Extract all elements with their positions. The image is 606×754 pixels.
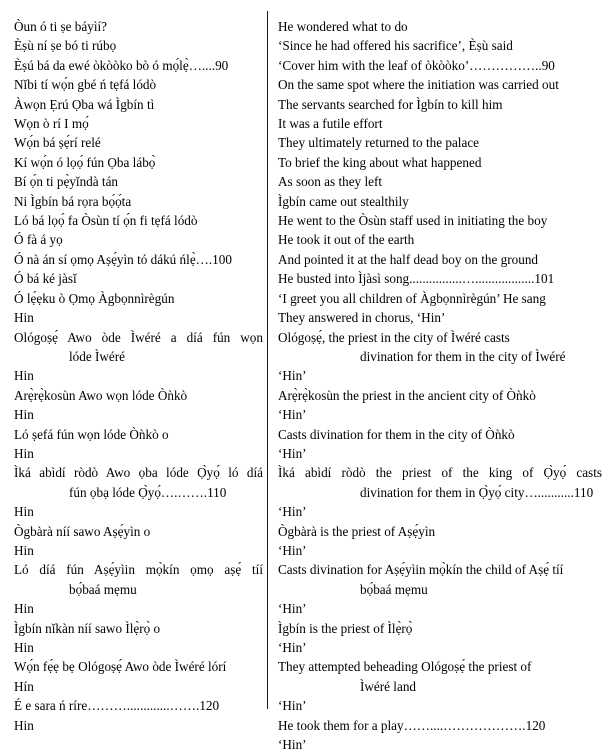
english-line <box>278 696 602 715</box>
yoruba-line <box>14 619 263 638</box>
yoruba-line-text: Hin <box>14 601 34 617</box>
yoruba-line-text: Ló bá lọọ́ fa Òsùn tí ọ́n fi tẹfá lódò <box>14 213 198 229</box>
english-line-text: And pointed it at the half dead boy on the ground <box>278 251 539 267</box>
yoruba-line <box>14 230 263 249</box>
english-line-text: ‘Hin’ <box>278 601 307 617</box>
yoruba-line <box>14 541 263 560</box>
english-line <box>278 638 602 657</box>
yoruba-line-text: Ni Ìgbín bá rọra bọ́ọ́ta <box>14 193 132 209</box>
yoruba-line <box>14 211 263 230</box>
yoruba-line <box>14 56 263 75</box>
yoruba-line <box>14 328 263 367</box>
english-line <box>278 308 602 327</box>
english-line <box>278 560 602 599</box>
english-line <box>278 386 602 405</box>
yoruba-line <box>14 463 263 502</box>
english-line-text: ‘Hin’ <box>278 407 307 423</box>
english-line <box>278 619 602 638</box>
english-line <box>278 657 602 696</box>
english-line-text: Arẹ̀rẹ̀kosùn the priest in the ancient city of Òǹkò <box>278 387 536 403</box>
yoruba-line-text: Ló díá fún Aṣẹ́yìin mọ̀kín ọmọ aṣẹ́ tíí <box>14 562 263 578</box>
english-line-text: Ìgbín is the priest of Ìlẹ̀rọ̀ <box>278 620 413 636</box>
yoruba-line <box>14 425 263 444</box>
english-line <box>278 211 602 230</box>
english-line-text: On the same spot where the initiation was carried out <box>278 77 559 93</box>
english-line <box>278 328 602 367</box>
yoruba-line-text: Hin <box>14 445 34 461</box>
english-line-text: ‘Since he had offered his sacrifice’, Èṣù said <box>278 38 513 54</box>
column-divider-rule <box>267 11 268 709</box>
yoruba-line-text: Hin <box>14 542 34 558</box>
yoruba-line-text: Bí ọ́n ti pẹ̀yǐndà tán <box>14 174 119 190</box>
yoruba-line-text: Ìgbín nǐkàn níí sawo Ìlẹ̀rọ̀ o <box>14 620 161 636</box>
yoruba-line-text: É e sara ń ríre……….............…….120 <box>14 698 220 714</box>
english-line <box>278 599 602 618</box>
english-line-text: He took it out of the earth <box>278 232 415 248</box>
english-line <box>278 541 602 560</box>
english-line-text: As soon as they left <box>278 174 383 190</box>
yoruba-line <box>14 696 263 715</box>
english-line-text: To brief the king about what happened <box>278 154 482 170</box>
english-line <box>278 153 602 172</box>
yoruba-line <box>14 522 263 541</box>
yoruba-line-text: Àwọn Ẹrú Ọba wá Ìgbín tì <box>14 96 155 112</box>
english-line <box>278 522 602 541</box>
english-line-text: Ògbàrà is the priest of Aṣẹ́yìn <box>278 523 436 539</box>
english-line-text: ‘Hin’ <box>278 368 307 384</box>
yoruba-line <box>14 444 263 463</box>
english-line <box>278 425 602 444</box>
english-line-continuation: bọ́baá mẹmu <box>360 581 428 597</box>
yoruba-line-text: Ó fà á yọ <box>14 232 63 248</box>
yoruba-line-continuation: fún ọbạ lóde Ọ̀yọ́….…….110 <box>69 484 227 500</box>
yoruba-line <box>14 308 263 327</box>
yoruba-line <box>14 638 263 657</box>
english-line-text: He busted into Ìjàsì song................…..................101 <box>278 271 555 287</box>
yoruba-line <box>14 36 263 55</box>
parallel-text-columns <box>0 17 606 754</box>
english-line-continuation: Ìwéré land <box>360 678 417 694</box>
yoruba-line <box>14 114 263 133</box>
english-line-text: ‘I greet you all children of Àgbọnnìrègún’ He sang <box>278 290 546 306</box>
yoruba-verse-column <box>0 17 267 735</box>
english-line-text: He took them for a play……....……………….120 <box>278 717 546 733</box>
english-line <box>278 502 602 521</box>
english-line-text: ‘Hin’ <box>278 737 307 753</box>
yoruba-line <box>14 502 263 521</box>
yoruba-line-text: Hin <box>14 407 34 423</box>
yoruba-line <box>14 677 263 696</box>
yoruba-line <box>14 153 263 172</box>
english-line <box>278 172 602 191</box>
english-line-text: Casts divination for them in the city of Òǹkò <box>278 426 515 442</box>
yoruba-line-text: Ó lẹ́ẹku ò Ọmọ Àgbọnnìrègún <box>14 290 175 306</box>
english-line <box>278 289 602 308</box>
english-line <box>278 250 602 269</box>
english-line <box>278 192 602 211</box>
english-line-text: The servants searched for Ìgbín to kill him <box>278 96 503 112</box>
yoruba-line <box>14 386 263 405</box>
yoruba-line-continuation: lóde Ìwéré <box>69 348 126 364</box>
yoruba-line <box>14 716 263 735</box>
yoruba-line-text: Hin <box>14 717 34 733</box>
english-line-text: Ìká abìdí ròdò the priest of the king of Ọ̀yọ́ casts <box>278 465 602 481</box>
yoruba-line-text: Wọn ò rí I mọ́ <box>14 116 89 132</box>
english-line-text: He wondered what to do <box>278 19 408 34</box>
english-line <box>278 95 602 114</box>
yoruba-line <box>14 95 263 114</box>
yoruba-line-text: Wọ́n bá ṣẹ́rí relé <box>14 135 101 151</box>
yoruba-line-text: Ìká abìdí ròdò Awo ọba lóde Ọ̀yọ́ ló díá <box>14 465 263 481</box>
yoruba-line-text: Èṣú bá da ewé òkòòko bò ó mọ́lẹ̀…....90 <box>14 57 229 73</box>
english-line <box>278 36 602 55</box>
yoruba-line-text: Arẹ̀rẹ̀kosùn Awo wọn lóde Òǹkò <box>14 387 188 403</box>
english-line <box>278 735 602 754</box>
yoruba-line-text: Hin <box>14 368 34 384</box>
yoruba-line <box>14 133 263 152</box>
yoruba-line-text: Ògbàrà níí sawo Aṣẹ́yìn o <box>14 523 151 539</box>
english-line <box>278 17 602 36</box>
english-line-text: Ológoṣẹ́, the priest in the city of Ìwéré casts <box>278 329 510 345</box>
yoruba-line-text: Òun ó ti ṣe báyìí? <box>14 19 108 34</box>
yoruba-line-continuation: bọ́baá mẹmu <box>69 581 137 597</box>
yoruba-line-text: Ó bá ké jàsǐ <box>14 271 77 287</box>
yoruba-line <box>14 192 263 211</box>
yoruba-line <box>14 405 263 424</box>
yoruba-line <box>14 366 263 385</box>
yoruba-line-text: Kí wọ́n ó lọọ́ fún Ọba lábọ̀ <box>14 154 156 170</box>
english-translation-column <box>267 17 606 754</box>
english-line <box>278 230 602 249</box>
yoruba-line-text: Wọ́n fẹ́ẹ bẹ Ológoṣẹ́ Awo òde Ìwéré lórí <box>14 659 227 675</box>
english-line <box>278 463 602 502</box>
yoruba-line-text: Hin <box>14 640 34 655</box>
english-line <box>278 444 602 463</box>
yoruba-line-text: Ológoṣẹ́ Awo òde Ìwéré a díá fún wọn <box>14 329 263 345</box>
yoruba-line <box>14 560 263 599</box>
yoruba-line <box>14 75 263 94</box>
english-line <box>278 56 602 75</box>
english-line-text: He went to the Òsùn staff used in initiating the boy <box>278 213 548 229</box>
yoruba-line <box>14 17 263 36</box>
english-line-continuation: divination for them in Ọ̀yọ́ city…...........110 <box>360 484 594 500</box>
english-line-text: ‘Hin’ <box>278 504 307 520</box>
yoruba-line <box>14 269 263 288</box>
english-line-text: ‘Hin’ <box>278 445 307 461</box>
english-line-text: It was a futile effort <box>278 116 383 132</box>
english-line-text: ‘Hin’ <box>278 542 307 558</box>
yoruba-line-text: Èṣù ní ṣe bó ti rúbọ <box>14 38 117 54</box>
yoruba-line <box>14 172 263 191</box>
english-line <box>278 269 602 288</box>
english-line-text: Ìgbín came out stealthily <box>278 193 409 209</box>
english-line-text: They ultimately returned to the palace <box>278 135 480 151</box>
yoruba-line-text: Hin <box>14 310 34 326</box>
english-line-text: They answered in chorus, ‘Hin’ <box>278 310 446 326</box>
english-line-text: ‘Hin’ <box>278 698 307 714</box>
english-line <box>278 133 602 152</box>
english-line <box>278 114 602 133</box>
english-line <box>278 366 602 385</box>
yoruba-line <box>14 289 263 308</box>
yoruba-line-text: Nǐbi tí wọ́n gbé ń tẹfá lódò <box>14 77 157 93</box>
yoruba-line <box>14 599 263 618</box>
yoruba-line-text: Hin <box>14 504 34 520</box>
english-line <box>278 75 602 94</box>
yoruba-line <box>14 250 263 269</box>
yoruba-line <box>14 657 263 676</box>
english-line <box>278 716 602 735</box>
english-line-continuation: divination for them in the city of Ìwéré <box>360 348 566 364</box>
english-line-text: Casts divination for Aṣẹ́yìin mọ̀kín the child of Aṣẹ́ tíí <box>278 562 564 578</box>
english-line-text: They attempted beheading Ológoṣẹ́ the priest of <box>278 659 532 675</box>
english-line-text: ‘Cover him with the leaf of òkòòko’……………..90 <box>278 57 555 73</box>
yoruba-line-text: Hín <box>14 678 34 694</box>
english-line-text: ‘Hin’ <box>278 640 307 655</box>
english-line <box>278 405 602 424</box>
yoruba-line-text: Ló ṣefá fún wọn lóde Òǹkò o <box>14 426 169 442</box>
yoruba-line-text: Ó nà án sí ọmọ Aṣẹ́yìn tó dákú ńlẹ̀….100 <box>14 251 232 267</box>
